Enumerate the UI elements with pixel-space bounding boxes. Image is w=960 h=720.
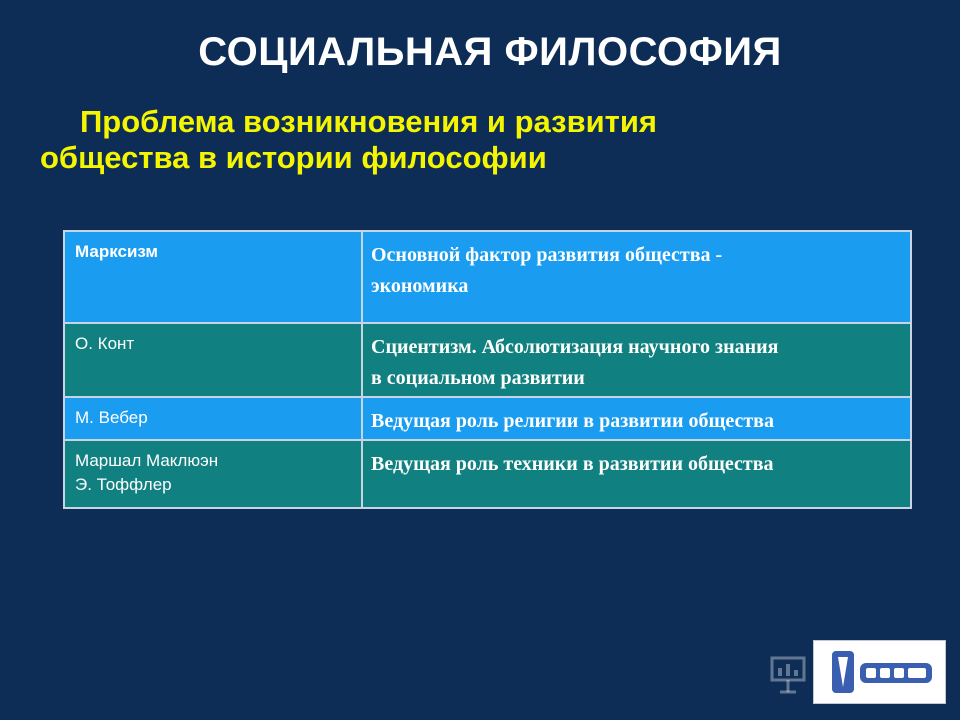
thinker-cell [64,397,362,440]
thinker-name: М. Вебер [75,408,148,427]
description-line: в социальном развитии [371,367,585,389]
thinker-cell [64,440,362,508]
description-line: Ведущая роль религии в развитии общества [371,410,774,432]
subtitle-line-2: общества в истории философии [40,140,547,175]
description-line: Сциентизм. Абсолютизация научного знания [371,336,779,358]
slide-subtitle [40,104,920,176]
table-row [64,231,911,323]
thinker-cell [64,323,362,397]
description-cell [362,231,911,323]
presentation-chart-icon [768,652,808,696]
description-line: Основной фактор развития общества - [371,244,723,266]
description-cell [362,397,911,440]
thinker-name: Марксизм [75,242,158,261]
thinker-cell [64,231,362,323]
thinker-name: Маршал Маклюэн [75,451,219,470]
description-line: Ведущая роль техники в развитии общества [371,453,774,475]
description-line: экономика [371,275,469,297]
table-row [64,397,911,440]
slide-title: СОЦИАЛЬНАЯ ФИЛОСОФИЯ [198,30,782,74]
logo-mark-icon [814,641,945,703]
thinker-name: Э. Тоффлер [75,475,172,494]
description-cell [362,323,911,397]
subtitle-line-1: Проблема возникновения и развития [80,104,658,139]
description-cell [362,440,911,508]
table-row [64,440,911,508]
philosophy-table [63,230,912,509]
table-row [64,323,911,397]
publisher-logo [813,640,946,704]
thinker-name: О. Конт [75,334,135,353]
